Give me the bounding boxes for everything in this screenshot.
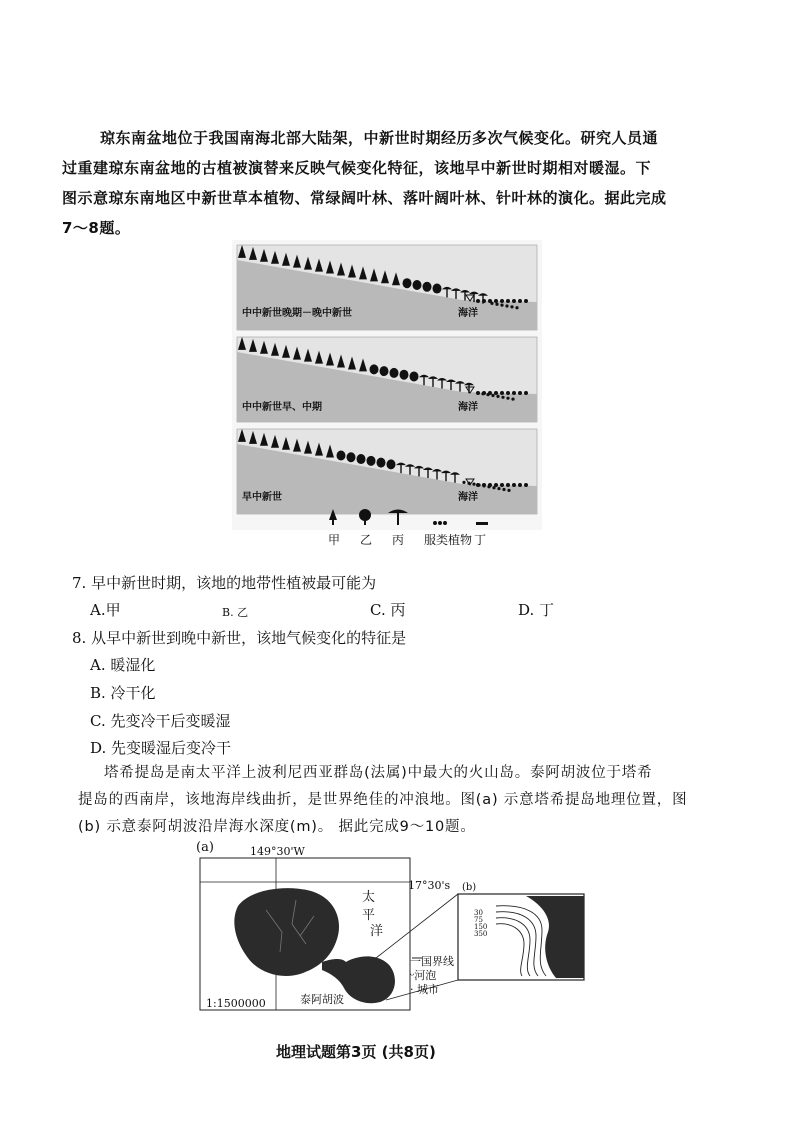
panel3-period-label: 早中新世	[242, 492, 282, 503]
panel1-sea-label: 海洋	[458, 308, 478, 319]
latitude-label: 17°30's	[408, 879, 451, 892]
coastal-shrub-icon	[482, 483, 486, 487]
q7-option-c[interactable]: C. 丙	[370, 601, 406, 619]
q7-option-b[interactable]: B. 乙	[222, 606, 249, 619]
coastal-shrub-icon	[518, 483, 522, 487]
coastal-shrub-icon	[500, 483, 504, 487]
grass-icon	[497, 487, 500, 490]
evergreen-tree-icon	[377, 458, 386, 468]
deciduous-icon	[388, 510, 408, 514]
coastal-shrub-icon	[488, 391, 492, 395]
legend-yi: 乙	[360, 533, 373, 547]
legend-ding: 丁	[474, 533, 487, 547]
legend-grass: 服类植物	[424, 533, 473, 547]
evergreen-tree-icon	[433, 284, 442, 294]
scale-label: 1:1500000	[206, 997, 266, 1010]
shrub-icon	[476, 522, 488, 525]
depth-label-150: 150	[474, 923, 488, 931]
evergreen-tree-icon	[367, 456, 376, 466]
vegetation-profiles-svg	[232, 240, 542, 530]
coastal-shrub-icon	[506, 391, 510, 395]
evergreen-tree-icon	[423, 282, 432, 292]
legend-border: 一国界线	[410, 955, 454, 968]
legend-symbols	[320, 506, 500, 528]
legend-river: ᵕ河泡	[410, 969, 437, 982]
grass-icon	[433, 521, 437, 525]
coastal-shrub-icon	[482, 391, 486, 395]
evergreen-tree-icon	[410, 371, 419, 381]
coastal-shrub-icon	[524, 299, 528, 303]
q7-stem: 7. 早中新世时期，该地的地带性植被最可能为	[72, 574, 377, 592]
legend-city: · 城市	[410, 983, 439, 996]
evergreen-tree-icon	[413, 280, 422, 290]
q7-option-a[interactable]: A.甲	[90, 601, 121, 619]
legend-jia: 甲	[328, 533, 341, 547]
grass-icon	[511, 397, 514, 400]
coastal-shrub-icon	[494, 391, 498, 395]
grass-icon	[491, 394, 494, 397]
evergreen-tree-icon	[403, 278, 412, 288]
intro2-line1: 塔希提岛是南太平洋上波利尼西亚群岛(法属)中最大的火山岛。泰阿胡波位于塔希	[104, 765, 653, 781]
intro1-line1: 琼东南盆地位于我国南海北部大陆架，中新世时期经历多次气候变化。研究人员通	[100, 129, 659, 147]
q8-option-a[interactable]: A. 暖湿化	[90, 656, 156, 674]
grass-icon	[501, 396, 504, 399]
evergreen-tree-icon	[347, 452, 356, 462]
panel2-sea-label: 海洋	[458, 402, 478, 413]
tahiti-figure	[196, 840, 588, 1015]
coastal-shrub-icon	[488, 299, 492, 303]
coastal-shrub-icon	[494, 299, 498, 303]
evergreen-tree-icon	[380, 366, 389, 376]
coastal-shrub-icon	[476, 299, 480, 303]
panel1-period-label: 中中新世晚期－晚中新世	[242, 308, 352, 319]
panel2-period-label: 中中新世早、中期	[242, 402, 322, 413]
coastal-shrub-icon	[518, 299, 522, 303]
depth-label-75: 75	[474, 916, 483, 924]
intro1-line3: 图示意琼东南地区中新世草本植物、常绿阔叶林、落叶阔叶林、针叶林的演化。据此完成	[62, 189, 667, 207]
evergreen-tree-icon	[400, 370, 409, 380]
evergreen-tree-icon	[337, 450, 346, 460]
coastal-shrub-icon	[476, 483, 480, 487]
grass-icon	[500, 304, 503, 307]
coastal-shrub-icon	[512, 299, 516, 303]
q8-option-d[interactable]: D. 先变暖湿后变冷干	[90, 739, 232, 757]
grass-icon	[502, 488, 505, 491]
teahupoo-label: 泰阿胡波	[300, 993, 344, 1006]
q8-stem: 8. 从早中新世到晚中新世，该地气候变化的特征是	[72, 629, 407, 647]
coastal-shrub-icon	[512, 391, 516, 395]
evergreen-tree-icon	[390, 368, 399, 378]
panel3-sea-label: 海洋	[458, 492, 478, 503]
intro2-line3: (b) 示意泰阿胡波沿岸海水深度(m)。 据此完成9～10题。	[78, 819, 476, 835]
profile-panel-3	[237, 429, 537, 514]
coastal-shrub-icon	[494, 483, 498, 487]
depth-label-30: 30	[474, 909, 483, 917]
ocean-label-1: 太	[362, 890, 376, 905]
evergreen-tree-icon	[370, 364, 379, 374]
grass-icon	[515, 306, 518, 309]
q8-option-c[interactable]: C. 先变冷干后变暖湿	[90, 712, 231, 730]
intro2-line2: 提岛的西南岸，该地海岸线曲折，是世界绝佳的冲浪地。图(a) 示意塔希提岛地理位置，图	[78, 792, 688, 808]
grass-icon	[510, 305, 513, 308]
ocean-label-3: 洋	[370, 924, 384, 939]
longitude-label: 149°30'W	[250, 845, 305, 858]
map-a-label: (a)	[196, 840, 214, 855]
ocean-label-2: 平	[362, 908, 376, 923]
coastal-shrub-icon	[500, 299, 504, 303]
legend-bing: 丙	[392, 533, 405, 547]
coastal-shrub-icon	[518, 391, 522, 395]
q7-option-d[interactable]: D. 丁	[518, 601, 555, 619]
tahiti-map-svg	[196, 840, 588, 1015]
evergreen-tree-icon	[387, 459, 396, 469]
coastal-shrub-icon	[506, 483, 510, 487]
grass-icon	[472, 483, 475, 486]
grass-icon	[495, 303, 498, 306]
intro1-line2: 过重建琼东南盆地的古植被演替来反映气候变化特征，该地早中新世时期相对暖湿。下	[62, 159, 652, 177]
grass-icon	[462, 481, 465, 484]
page-footer: 地理试题第3页 (共8页)	[276, 1043, 436, 1061]
coastal-shrub-icon	[476, 391, 480, 395]
coastal-shrub-icon	[512, 483, 516, 487]
grass-icon	[507, 489, 510, 492]
vegetation-legend	[320, 506, 500, 546]
grass-icon	[496, 395, 499, 398]
coastal-shrub-icon	[524, 391, 528, 395]
map-b-label: (b)	[462, 882, 477, 893]
vegetation-figure	[232, 240, 542, 530]
grass-icon	[506, 397, 509, 400]
grass-icon	[505, 304, 508, 307]
coastal-shrub-icon	[488, 483, 492, 487]
intro1-line4: 7～8题。	[62, 219, 131, 237]
coastal-shrub-icon	[500, 391, 504, 395]
q8-option-b[interactable]: B. 冷干化	[90, 684, 156, 702]
conifer-icon	[329, 509, 337, 520]
coastal-shrub-icon	[482, 299, 486, 303]
evergreen-tree-icon	[357, 454, 366, 464]
coastal-shrub-icon	[506, 299, 510, 303]
depth-label-350: 350	[474, 930, 488, 938]
coastal-shrub-icon	[524, 483, 528, 487]
